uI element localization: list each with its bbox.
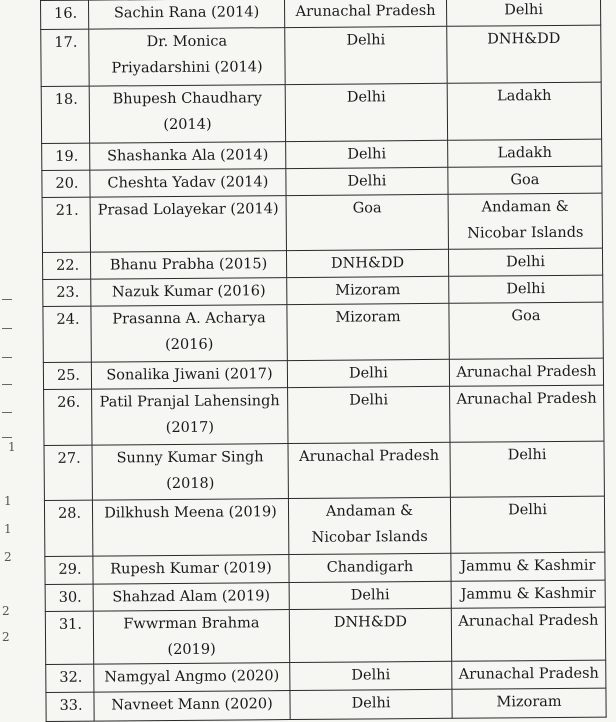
transferred-from-cell: DNH&DD	[286, 249, 448, 277]
transfer-table	[40, 0, 607, 722]
table-row	[45, 552, 605, 584]
table-row	[45, 607, 605, 664]
margin-mark: 2	[2, 630, 10, 644]
transferred-to-cell: Ladakh	[447, 82, 601, 140]
officer-name-cell: Cheshta Yadav (2014)	[90, 169, 286, 198]
transferred-to-cell: Arunachal Pradesh	[450, 385, 604, 442]
table-row	[44, 496, 604, 556]
transferred-to-cell: DNH&DD	[447, 25, 601, 83]
table-row	[44, 385, 604, 445]
margin-rule	[2, 384, 12, 385]
transferred-to-cell: Ladakh	[448, 139, 602, 167]
officer-name-cell: Bhupesh Chaudhary (2014)	[89, 85, 285, 144]
table-row	[42, 139, 602, 170]
serial-number-cell: 30.	[45, 584, 93, 611]
officer-name-cell: Patil Pranjal Lahensingh (2017)	[92, 388, 288, 446]
officer-name-cell: Shahzad Alam (2019)	[93, 583, 289, 612]
serial-number-cell: 25.	[43, 362, 91, 389]
table-row	[42, 166, 602, 197]
officer-name-cell: Rupesh Kumar (2019)	[93, 555, 289, 585]
transferred-from-cell: Delhi	[286, 140, 448, 168]
table-row	[41, 25, 601, 86]
transferred-to-cell: Andaman & Nicobar Islands	[448, 193, 602, 249]
table-row	[43, 275, 603, 306]
transferred-to-cell: Jammu & Kashmir	[451, 580, 605, 608]
table-row	[43, 358, 603, 389]
transferred-from-cell: Andaman & Nicobar Islands	[288, 497, 450, 554]
officer-name-cell: Dilkhush Meena (2019)	[92, 499, 288, 557]
table-row	[46, 688, 606, 721]
transferred-from-cell: Chandigarh	[289, 553, 451, 582]
transferred-to-cell: Delhi	[448, 248, 602, 276]
transferred-to-cell: Goa	[449, 302, 603, 359]
transferred-to-cell: Delhi	[446, 0, 600, 26]
serial-number-cell: 16.	[41, 0, 89, 29]
transferred-from-cell: Arunachal Pradesh	[284, 0, 446, 28]
serial-number-cell: 32.	[46, 664, 94, 692]
table-row	[45, 580, 605, 611]
officer-name-cell: Bhanu Prabha (2015)	[90, 251, 286, 280]
serial-number-cell: 24.	[43, 306, 91, 362]
transferred-to-cell: Arunachal Pradesh	[451, 607, 605, 661]
margin-mark: 2	[2, 604, 10, 618]
transferred-from-cell: Delhi	[286, 167, 448, 195]
serial-number-cell: 29.	[45, 556, 93, 584]
serial-number-cell: 19.	[42, 143, 90, 170]
serial-number-cell: 18.	[41, 86, 89, 143]
transferred-from-cell: Delhi	[290, 689, 452, 719]
serial-number-cell: 17.	[41, 29, 89, 86]
transferred-from-cell: Mizoram	[287, 276, 449, 304]
margin-mark: 1	[4, 522, 12, 536]
officer-name-cell: Prasad Lolayekar (2014)	[90, 196, 286, 253]
transferred-from-cell: Delhi	[285, 83, 447, 141]
transferred-from-cell: Delhi	[285, 26, 447, 84]
margin-rule	[2, 328, 12, 329]
table-row	[42, 193, 602, 252]
table-row	[42, 248, 602, 279]
transferred-from-cell: Delhi	[289, 581, 451, 609]
serial-number-cell: 21.	[42, 197, 90, 252]
transferred-to-cell: Arunachal Pradesh	[452, 660, 606, 689]
serial-number-cell: 23.	[43, 279, 91, 306]
officer-name-cell: Nazuk Kumar (2016)	[91, 278, 287, 307]
officer-name-cell: Navneet Mann (2020)	[94, 691, 290, 722]
transfer-table-body	[41, 0, 607, 721]
officer-name-cell: Dr. Monica Priyadarshini (2014)	[89, 28, 285, 87]
transferred-to-cell: Arunachal Pradesh	[449, 358, 603, 386]
margin-rule	[2, 437, 12, 438]
officer-name-cell: Prasanna A. Acharya (2016)	[91, 305, 287, 363]
transferred-from-cell: Mizoram	[287, 303, 449, 360]
margin-rule	[2, 357, 12, 358]
transferred-to-cell: Goa	[448, 166, 602, 194]
serial-number-cell: 22.	[42, 252, 90, 279]
serial-number-cell: 27.	[44, 445, 92, 500]
transferred-from-cell: Delhi	[290, 661, 452, 690]
transferred-to-cell: Delhi	[450, 496, 604, 553]
transferred-to-cell: Jammu & Kashmir	[451, 552, 605, 581]
table-row	[44, 441, 604, 500]
table-row	[43, 302, 603, 362]
serial-number-cell: 20.	[42, 170, 90, 197]
serial-number-cell: 28.	[44, 500, 92, 556]
transferred-to-cell: Delhi	[449, 275, 603, 303]
officer-name-cell: Sonalika Jiwani (2017)	[91, 361, 287, 390]
transferred-to-cell: Delhi	[450, 441, 604, 497]
transferred-to-cell: Mizoram	[452, 688, 606, 718]
transferred-from-cell: Goa	[286, 194, 448, 250]
transferred-from-cell: DNH&DD	[289, 608, 451, 662]
margin-rule	[2, 299, 12, 300]
transferred-from-cell: Delhi	[287, 359, 449, 387]
officer-name-cell: Fwwrman Brahma (2019)	[93, 610, 289, 665]
table-row	[46, 660, 606, 692]
margin-mark: 1	[8, 440, 16, 454]
margin-mark: 1	[4, 494, 12, 508]
officer-name-cell: Sachin Rana (2014)	[89, 0, 285, 29]
officer-name-cell: Sunny Kumar Singh (2018)	[92, 444, 288, 501]
serial-number-cell: 33.	[46, 692, 94, 721]
table-row	[41, 82, 601, 143]
margin-rule	[2, 412, 12, 413]
officer-name-cell: Namgyal Angmo (2020)	[94, 663, 290, 693]
transferred-from-cell: Arunachal Pradesh	[288, 442, 450, 498]
transferred-from-cell: Delhi	[288, 386, 450, 443]
serial-number-cell: 26.	[44, 389, 92, 445]
officer-name-cell: Shashanka Ala (2014)	[90, 142, 286, 171]
margin-mark: 2	[4, 550, 12, 564]
serial-number-cell: 31.	[45, 611, 93, 664]
